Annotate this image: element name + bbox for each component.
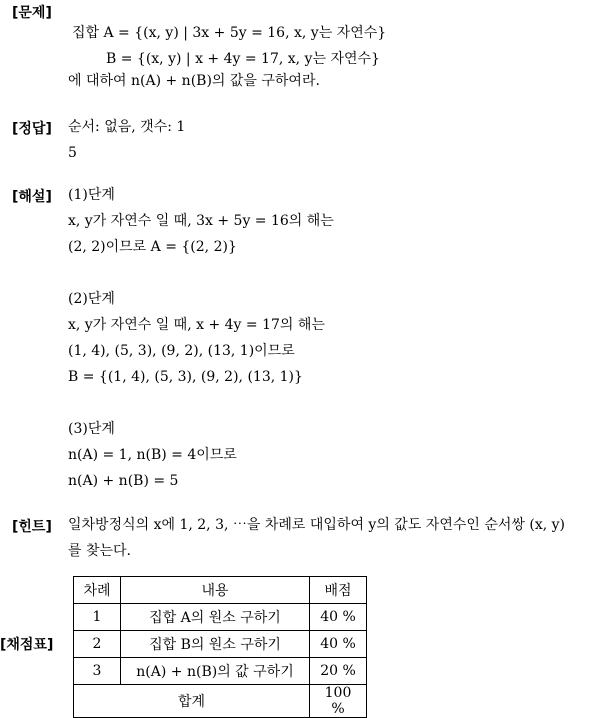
row-order: 3 [74,658,121,685]
table-total-row [74,685,367,718]
solution-step: (1)단계 [68,187,115,203]
answer-meta: 순서: 없음, 갯수: 1 [68,119,186,135]
header-order: 차례 [74,577,121,604]
solution-line: n(A) = 1, n(B) = 4이므로 [68,447,237,463]
problem-set-b: B = {(x, y) | x + 4y = 17, x, y는 자연수} [106,51,380,67]
solution-line: n(A) + n(B) = 5 [68,473,179,489]
hint-label: [힌트] [12,519,52,535]
table-row [74,658,367,685]
solution-step: (3)단계 [68,421,115,437]
table-row [74,631,367,658]
row-order: 1 [74,604,121,631]
table-header-row [74,577,367,604]
row-points: 20 % [310,658,367,685]
solution-line: (2, 2)이므로 A = {(2, 2)} [68,239,237,255]
header-points: 배점 [310,577,367,604]
row-points: 40 % [310,631,367,658]
row-content: n(A) + n(B)의 값 구하기 [121,658,310,685]
solution-label: [해설] [12,189,52,205]
problem-label: [문제] [12,5,52,21]
solution-line: x, y가 자연수 일 때, x + 4y = 17의 해는 [68,317,325,333]
solution-line: B = {(1, 4), (5, 3), (9, 2), (13, 1)} [68,369,303,385]
solution-line: x, y가 자연수 일 때, 3x + 5y = 16의 해는 [68,213,334,229]
problem-question: 에 대하여 n(A) + n(B)의 값을 구하여라. [68,73,320,89]
table-row [74,604,367,631]
answer-value: 5 [68,145,77,161]
problem-set-a: 집합 A = {(x, y) | 3x + 5y = 16, x, y는 자연수} [72,25,387,41]
scoring-table [73,576,367,718]
row-content: 집합 A의 원소 구하기 [121,604,310,631]
solution-step: (2)단계 [68,291,115,307]
hint-line: 를 찾는다. [68,543,131,559]
total-value: 100 % [310,685,367,718]
hint-line: 일차방정식의 x에 1, 2, 3, ⋯을 차례로 대입하여 y의 값도 자연수인 순서쌍 (x, y) [68,517,566,533]
header-content: 내용 [121,577,310,604]
total-label: 합계 [74,685,310,718]
row-content: 집합 B의 원소 구하기 [121,631,310,658]
solution-line: (1, 4), (5, 3), (9, 2), (13, 1)이므로 [68,343,295,359]
row-points: 40 % [310,604,367,631]
answer-label: [정답] [12,121,52,137]
row-order: 2 [74,631,121,658]
scoring-label: [채점표] [0,637,54,653]
